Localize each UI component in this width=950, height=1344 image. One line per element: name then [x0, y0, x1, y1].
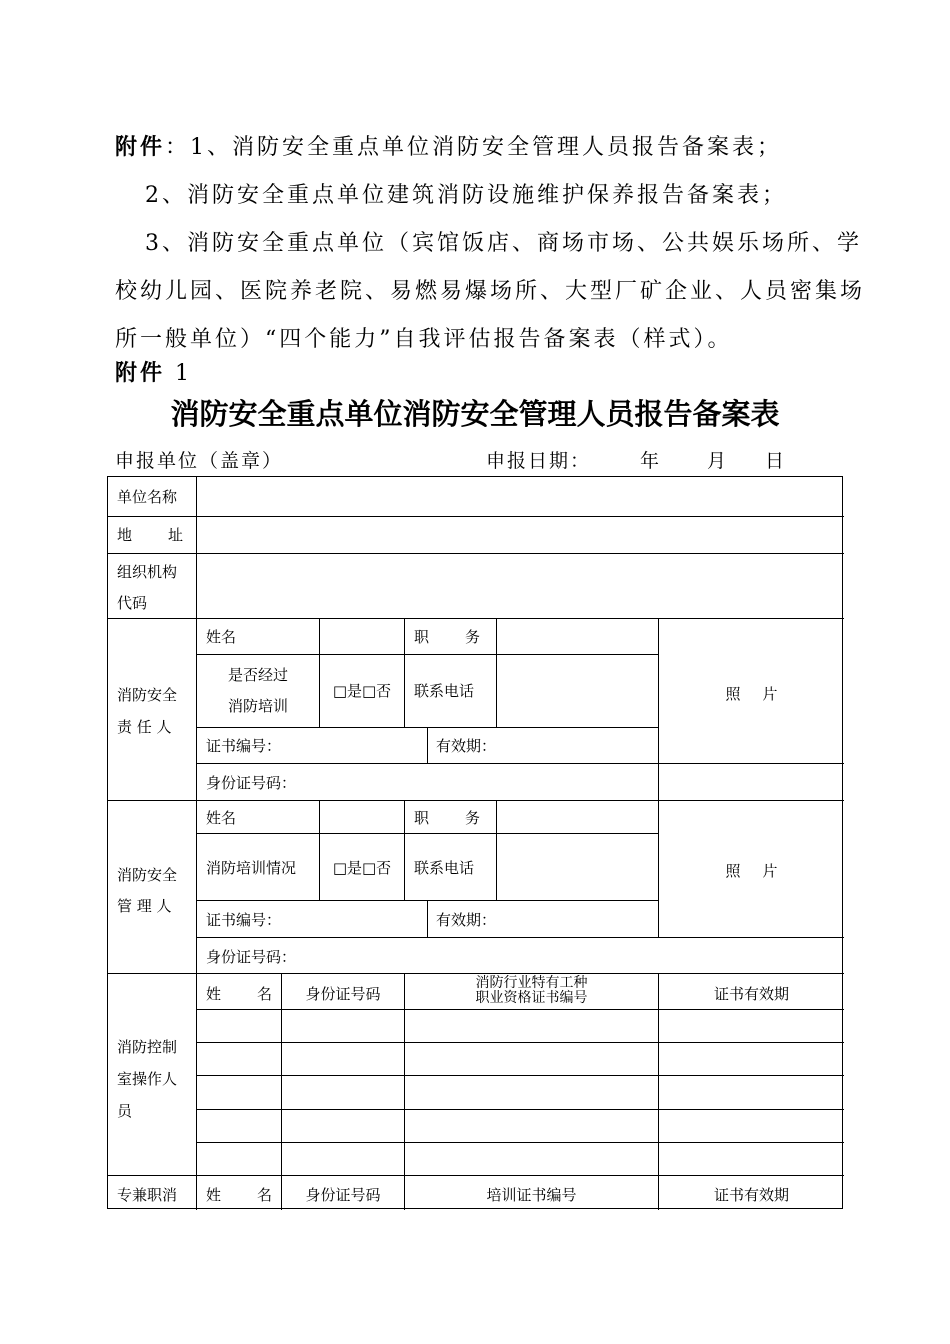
attachment-item-3-part1: 3、消防安全重点单位（宾馆饭店、商场市场、公共娱乐场所、学: [145, 231, 862, 256]
manager-position-label: 职 务: [414, 809, 481, 827]
org-code-field[interactable]: [197, 554, 843, 617]
manager-phone-label: 联系电话: [414, 859, 475, 877]
manager-training-checkbox[interactable]: □是□否: [332, 859, 392, 877]
control-col-id: 身份证号码: [305, 985, 381, 1003]
manager-validity-label: 有效期：: [436, 911, 497, 929]
annex-number: 1: [175, 361, 193, 386]
attachment-item-3-part3: 所一般单位）“四个能力”自我评估报告备案表（样式）。: [115, 327, 733, 352]
manager-cert-no-label: 证书编号：: [206, 911, 282, 929]
attachment-item-1: ：1、消防安全重点单位消防安全管理人员报告备案表；: [165, 135, 783, 160]
address-label-part1: 地: [117, 526, 133, 544]
parttime-col-cert: 培训证书编号: [486, 1186, 577, 1204]
annex-heading: [115, 356, 192, 387]
control-room-label-1: 消防控制: [117, 1038, 178, 1056]
responsible-label-1: 消防安全: [117, 686, 178, 704]
responsible-name-label: 姓名: [206, 628, 237, 646]
reporting-unit-label: 申报单位（盖章）: [115, 450, 284, 472]
manager-id-label: 身份证号码：: [206, 948, 297, 966]
responsible-label-2: 责 任 人: [117, 718, 172, 736]
responsible-trained-label: 是否经过 消防培训: [227, 666, 288, 715]
unit-name-field[interactable]: [197, 478, 843, 515]
responsible-training-checkbox[interactable]: □是□否: [332, 682, 392, 700]
parttime-col-validity: 证书有效期: [713, 1186, 789, 1204]
org-code-label-2: 代码: [117, 594, 148, 612]
month-label: 月: [707, 450, 729, 472]
address-label: [117, 520, 183, 551]
control-room-label-3: 员: [117, 1102, 133, 1120]
parttime-col-id: 身份证号码: [305, 1186, 381, 1204]
control-col-cert: 消防行业特有工种 职业资格证书编号: [475, 975, 588, 1006]
parttime-label: 专兼职消: [117, 1186, 178, 1204]
filing-form-table: [107, 476, 843, 1209]
address-field[interactable]: [197, 517, 843, 552]
responsible-position-label: 职 务: [414, 628, 481, 646]
attachment-line-1: [115, 130, 782, 161]
form-title: 消防安全重点单位消防安全管理人员报告备案表: [170, 397, 780, 431]
responsible-id-label: 身份证号码：: [206, 774, 297, 792]
manager-label-1: 消防安全: [117, 866, 178, 884]
unit-name-label: 单位名称: [117, 488, 178, 506]
annex-label: 附件: [115, 360, 166, 386]
manager-photo: 照 片: [725, 862, 778, 880]
address-label-part2: 址: [168, 526, 184, 544]
attachment-item-2: 2、消防安全重点单位建筑消防设施维护保养报告备案表；: [145, 183, 787, 208]
attachment-label: 附件: [115, 134, 166, 160]
day-label: 日: [765, 450, 787, 472]
attachment-item-3-part2: 校幼儿园、医院养老院、易燃易爆场所、大型厂矿企业、人员密集场: [115, 279, 866, 304]
parttime-col-name: 姓 名: [206, 1186, 273, 1204]
responsible-photo: 照 片: [725, 685, 778, 703]
manager-label-2: 管 理 人: [117, 897, 172, 915]
manager-name-label: 姓名: [206, 809, 237, 827]
org-code-label-1: 组织机构: [117, 563, 178, 581]
responsible-validity-label: 有效期：: [436, 737, 497, 755]
manager-training-label: 消防培训情况: [206, 859, 297, 877]
control-col-validity: 证书有效期: [713, 985, 789, 1003]
year-label: 年: [640, 450, 662, 472]
control-col-name: 姓 名: [206, 985, 273, 1003]
responsible-cert-no-label: 证书编号：: [206, 737, 282, 755]
reporting-date-label: 申报日期：: [486, 450, 592, 472]
responsible-phone-label: 联系电话: [414, 682, 475, 700]
control-room-label-2: 室操作人: [117, 1070, 178, 1088]
